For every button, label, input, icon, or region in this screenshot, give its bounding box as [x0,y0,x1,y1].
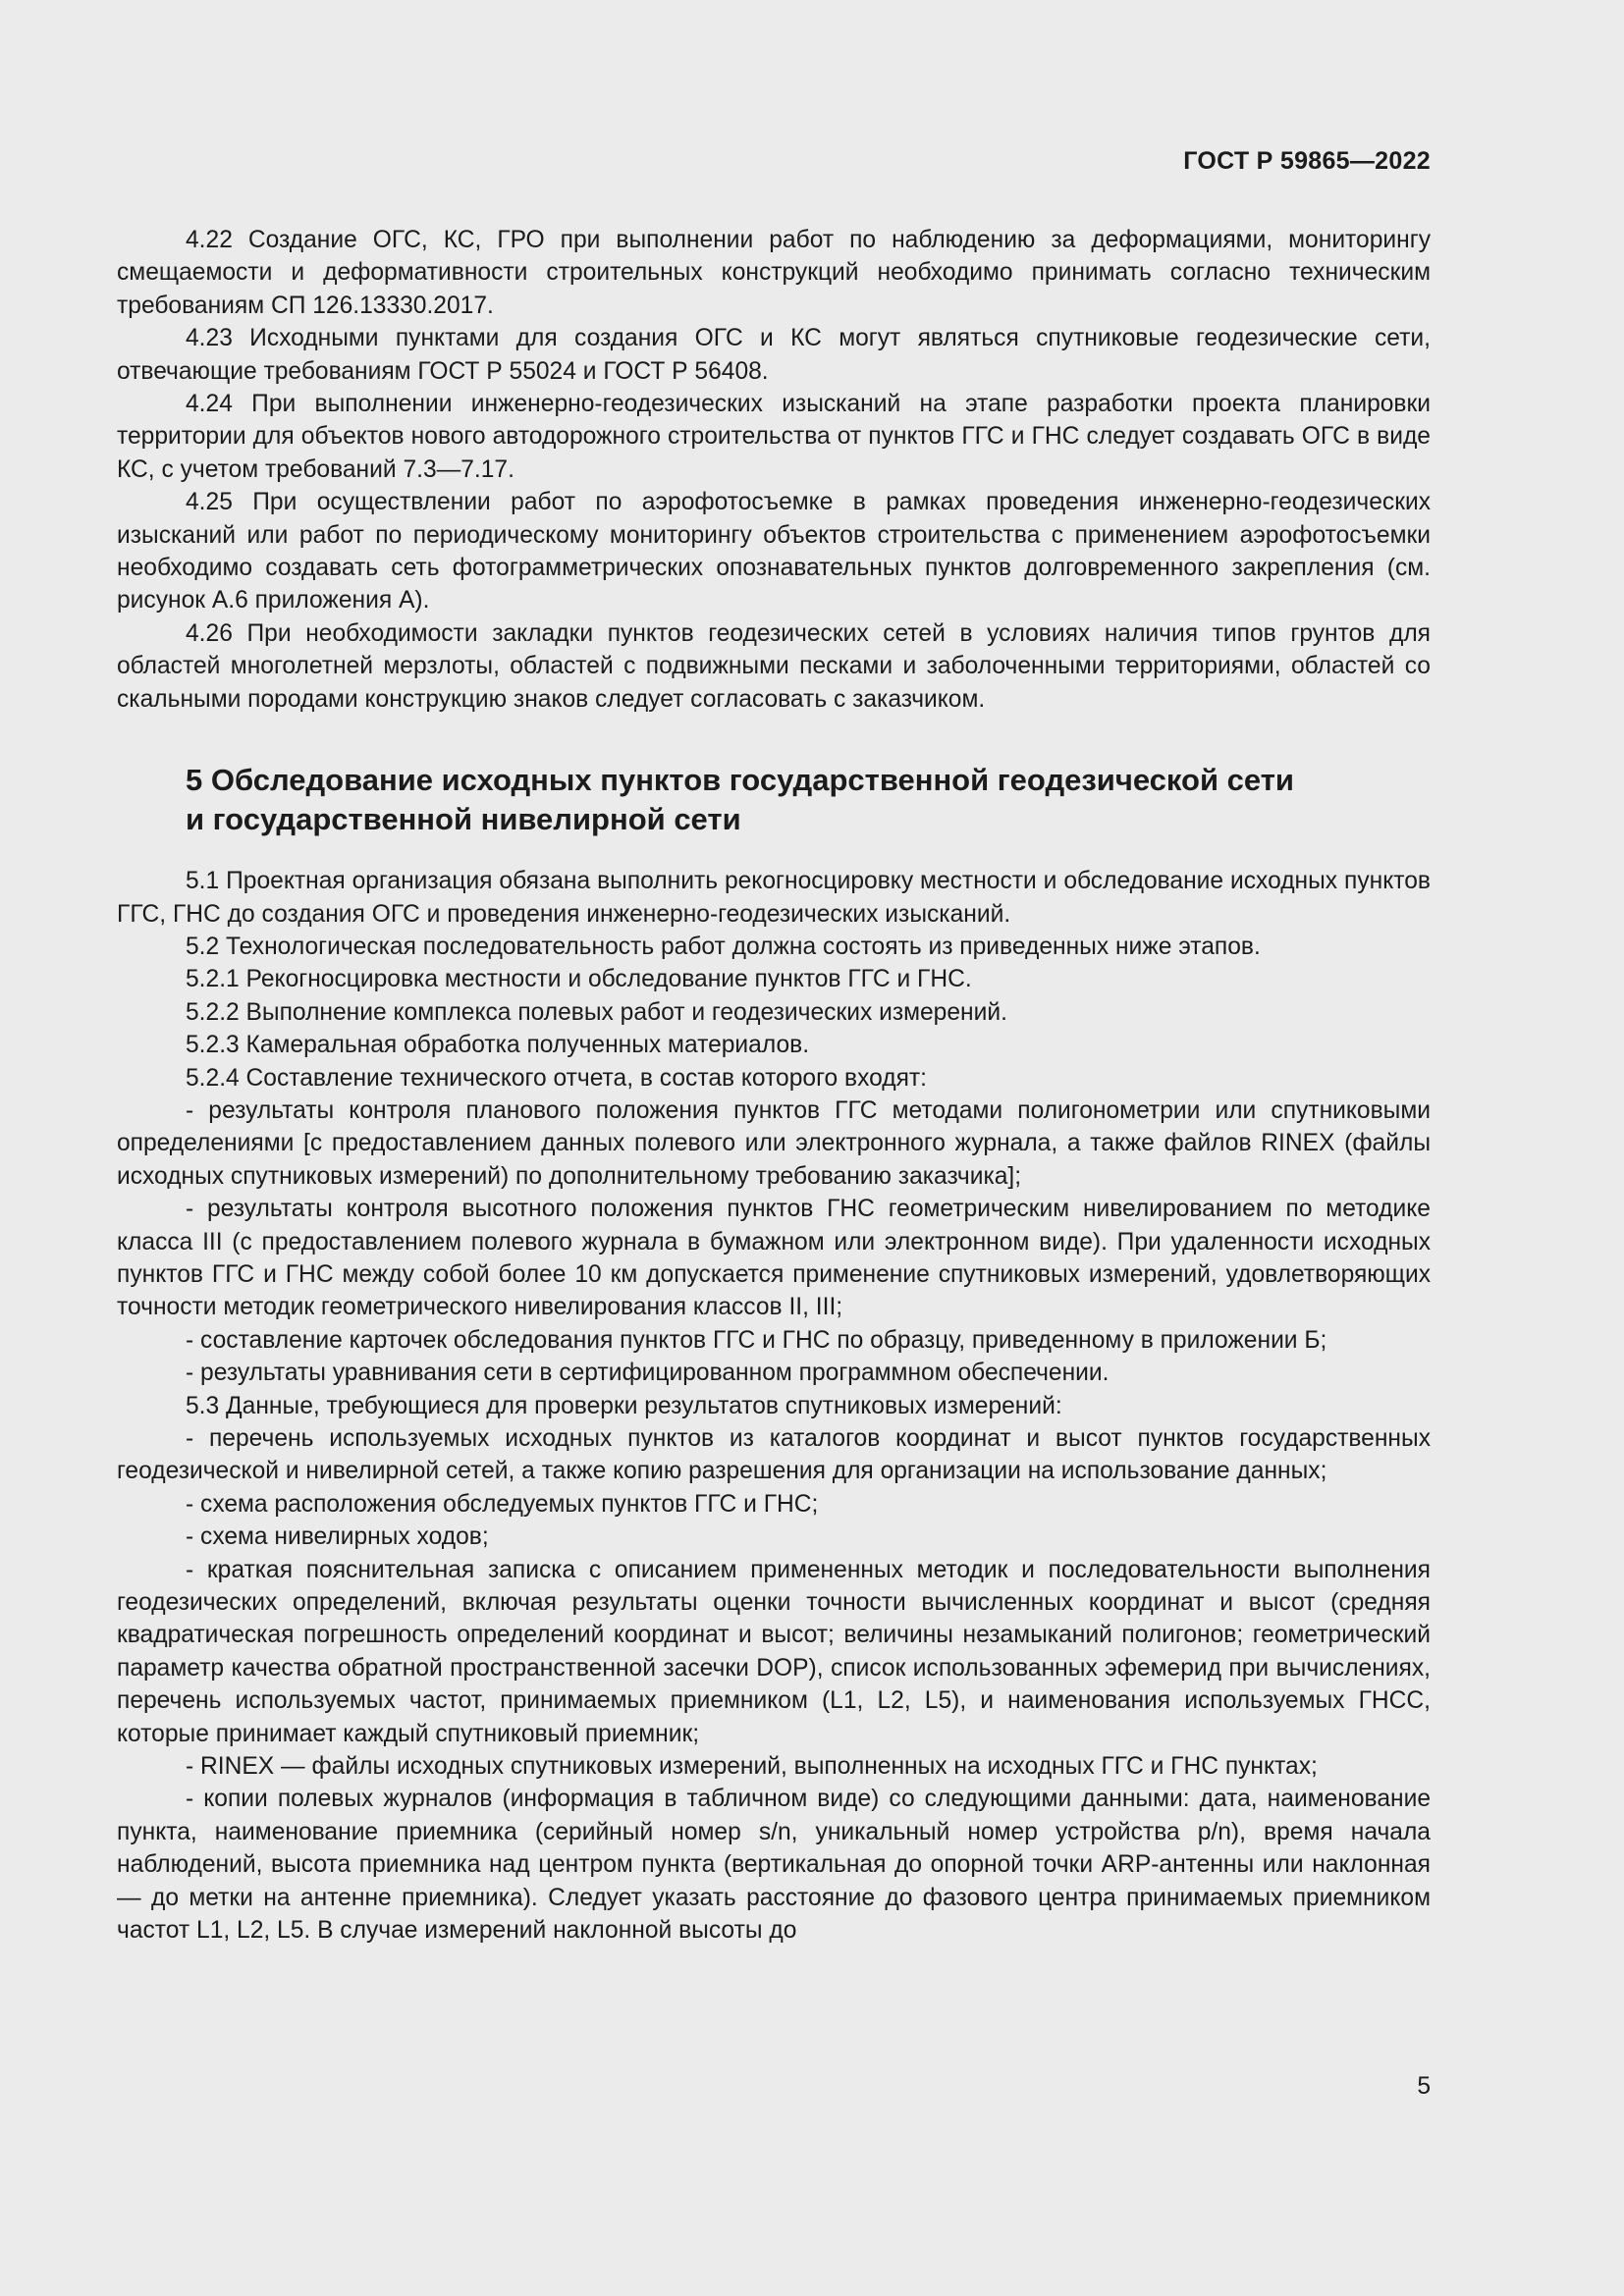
list-item: - составление карточек обследования пунктов ГГС и ГНС по образцу, приведенному в приложении Б; [186,1326,1327,1354]
page-number: 5 [1417,2073,1431,2100]
paragraph-5-2-1: 5.2.1 Рекогносцировка местности и обследование пунктов ГГС и ГНС. [186,966,972,993]
list-item: - результаты контроля планового положения пунктов ГГС методами полигонометрии или спутниковыми определениями [с предоставлением данных полевого или электронного журнала, а также файлов RINEX (файлы исходных спутниковых измерений) по дополнительному требованию заказчика]; [117,1096,1431,1190]
paragraph-5-1: 5.1 Проектная организация обязана выполнить рекогносцировку местности и обследование исходных пунктов ГГС, ГНС до создания ОГС и проведения инженерно-геодезических изысканий. [117,868,1431,928]
paragraph-5-2: 5.2 Технологическая последовательность работ должна состоять из приведенных ниже этапов. [186,933,1261,960]
paragraph-4-25: 4.25 При осуществлении работ по аэрофотосъемке в рамках проведения инженерно-геодезических изысканий или работ по периодическому мониторингу объектов строительства с применением аэрофотосъемки необходимо создавать сеть фотограмметрических опознавательных пунктов долговременного закрепления (см. рисунок А.6 приложения А). [117,489,1431,614]
list-item: - результаты контроля высотного положения пунктов ГНС геометрическим нивелированием по методике класса III (с предоставлением полевого журнала в бумажном или электронном виде). При удаленности исходных пунктов ГГС и ГНС между собой более 10 км допускается применение спутниковых измерений, удовлетворяющих точности методик геометрического нивелирования классов II, III; [117,1196,1431,1321]
document-body [117,224,1431,1948]
list-item: - RINEX — файлы исходных спутниковых измерений, выполненных на исходных ГГС и ГНС пунктах; [186,1753,1318,1781]
list-item: - перечень используемых исходных пунктов из каталогов координат и высот пунктов государственных геодезической и нивелирной сетей, а также копию разрешения для организации на использование данных; [117,1425,1431,1485]
paragraph-5-2-4: 5.2.4 Составление технического отчета, в состав которого входят: [186,1064,928,1092]
list-item: - результаты уравнивания сети в сертифицированном программном обеспечении. [186,1360,1110,1387]
paragraph-4-24: 4.24 При выполнении инженерно-геодезических изысканий на этапе разработки проекта планировки территории для объектов нового автодорожного строительства от пунктов ГГС и ГНС следует создавать ОГС в виде КС, с учетом требований 7.3—7.17. [117,391,1431,483]
block-5-items [117,865,1431,1947]
paragraph-5-2-2: 5.2.2 Выполнение комплекса полевых работ и геодезических измерений. [186,998,1007,1026]
paragraph-4-23: 4.23 Исходными пунктами для создания ОГС и КС могут являться спутниковые геодезические сети, отвечающие требованиям ГОСТ Р 55024 и ГОСТ Р 56408. [117,325,1431,385]
section-5-title-line-1: 5 Обследование исходных пунктов государственной геодезической сети [186,763,1294,798]
block-4-items [117,224,1431,716]
list-item: - краткая пояснительная записка с описанием примененных методик и последовательности выполнения геодезических определений, включая результаты оценки точности вычисленных координат и высот (средняя квадратическая погрешность определений координат и высот; величины незамыканий полигонов; геометрический параметр качества обратной пространственной засечки DOP), список использованных эфемерид при вычислениях, перечень используемых частот, принимаемых приемником (L1, L2, L5), и наименования используемых ГНСС, которые принимает каждый спутниковый приемник; [117,1556,1431,1747]
paragraph-4-26: 4.26 При необходимости закладки пунктов геодезических сетей в условиях наличия типов грунтов для областей многолетней мерзлоты, областей с подвижными песками и заболоченными территориями, областей со скальными породами конструкцию знаков следует согласовать с заказчиком. [117,619,1431,713]
document-code: ГОСТ Р 59865—2022 [1183,147,1431,175]
paragraph-5-2-3: 5.2.3 Камеральная обработка полученных материалов. [186,1032,810,1059]
list-item: - схема нивелирных ходов; [186,1523,489,1551]
list-item: - копии полевых журналов (информация в табличном виде) со следующими данными: дата, наименование пункта, наименование приемника (серийный номер s/n, уникальный номер устройства p/n), время начала наблюдений, высота приемника над центром пункта (вертикальная до опорной точки ARP-антенны или наклонная — до метки на антенне приемника). Следует указать расстояние до фазового центра принимаемых приемником частот L1, L2, L5. В случае измерений наклонной высоты до [117,1786,1431,1945]
paragraph-4-22: 4.22 Создание ОГС, КС, ГРО при выполнении работ по наблюдению за деформациями, мониторингу смещаемости и деформативности строительных конструкций необходимо принимать согласно техническим требованиям СП 126.13330.2017. [117,227,1431,319]
paragraph-5-3: 5.3 Данные, требующиеся для проверки результатов спутниковых измерений: [186,1392,1062,1419]
section-5-title-line-2: и государственной нивелирной сети [186,802,741,837]
list-item: - схема расположения обследуемых пунктов ГГС и ГНС; [186,1490,819,1518]
section-5-heading [186,761,1431,839]
